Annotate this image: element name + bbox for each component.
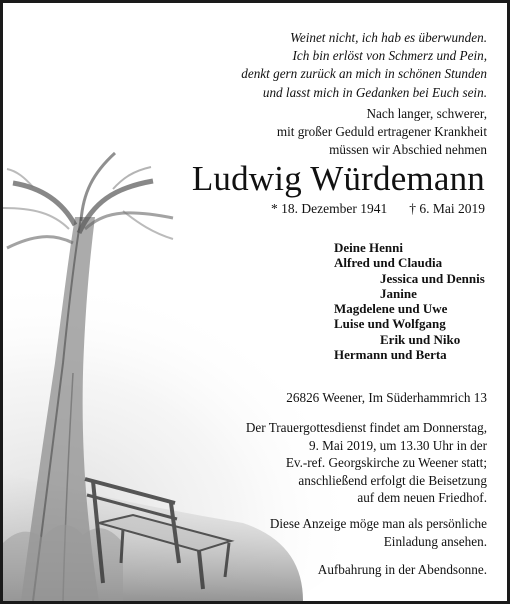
poem-line: denkt gern zurück an mich in schönen Stunden [241,66,487,82]
death-date: † 6. Mai 2019 [409,201,485,216]
family-member: Jessica und Dennis [380,270,485,286]
family-member: Luise und Wolfgang [334,316,446,332]
intro-line: müssen wir Abschied nehmen [329,142,487,157]
service-line: Ev.-ref. Georgskirche zu Weener statt; [285,455,487,471]
intro-text [277,105,487,159]
invitation-line: Diese Anzeige möge man als persönliche [269,516,487,531]
family-member: Deine Henni [334,240,403,255]
service-line: 9. Mai 2019, um 13.30 Uhr in der [308,437,487,453]
lying-in-state-note: Aufbahrung in der Abendsonne. [317,562,487,577]
poem-line: Ich bin erlöst von Schmerz und Pein, [292,48,487,64]
poem [241,29,487,102]
service-line: Der Trauergottesdienst findet am Donnerstag, [245,420,487,435]
family-member: Magdelene und Uwe [334,301,448,317]
family-member: Erik und Niko [380,331,461,347]
deceased-name: Ludwig Würdemann [191,159,485,198]
family-member: Hermann und Berta [334,347,447,363]
intro-line: Nach langer, schwerer, [366,106,487,121]
invitation-line: Einladung ansehen. [383,533,487,549]
poem-line: und lasst mich in Gedanken bei Euch sein. [262,84,487,100]
service-info [246,419,487,507]
poem-line: Weinet nicht, ich hab es überwunden. [290,30,487,45]
service-line: auf dem neuen Friedhof. [357,490,487,506]
intro-line: mit großer Geduld ertragener Krankheit [276,124,487,139]
address: 26826 Weener, Im Süderhammrich 13 [286,390,487,405]
family-list [334,240,485,362]
birth-date: * 18. Dezember 1941 [271,201,388,216]
life-dates [271,201,485,217]
service-line: anschließend erfolgt die Beisetzung [298,472,487,488]
invitation-note [270,515,487,550]
family-member: Janine [380,285,417,301]
family-member: Alfred und Claudia [334,255,443,271]
